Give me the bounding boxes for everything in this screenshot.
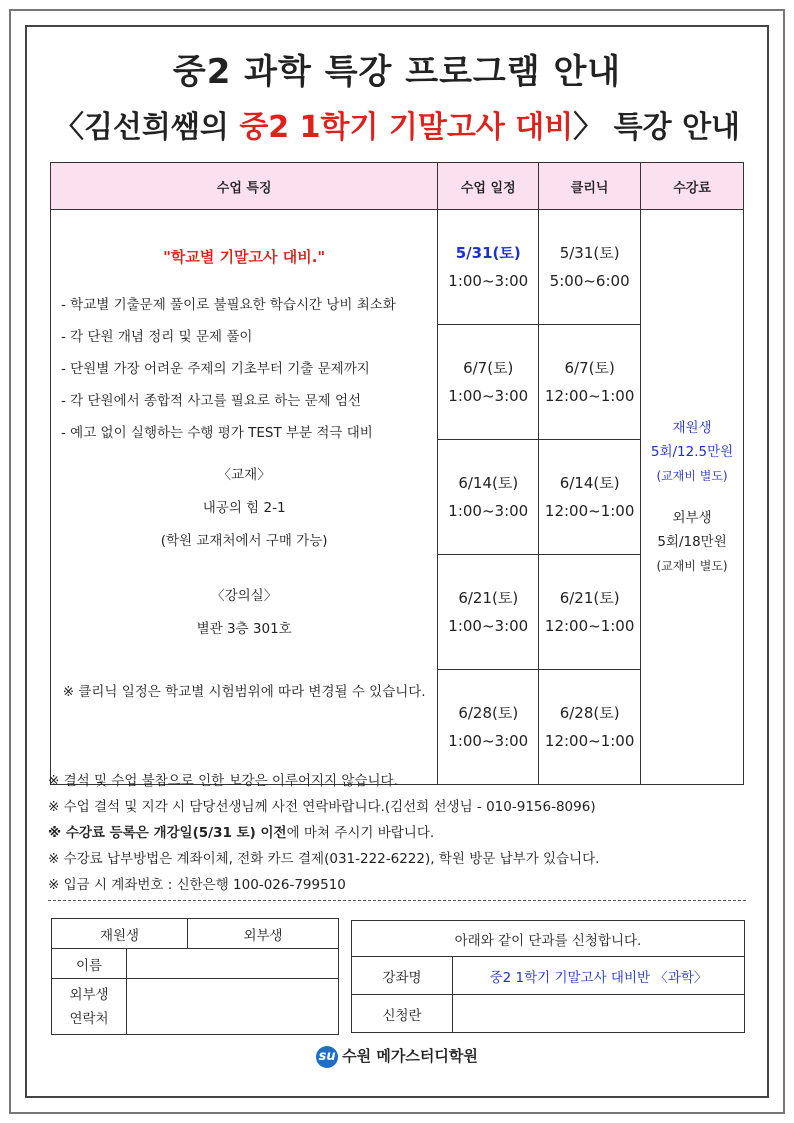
header-clinic: 클리닉: [539, 163, 641, 210]
schedule-cell: [438, 325, 539, 440]
feature-bullet: - 각 단원에서 종합적 사고를 필요로 하는 문제 엄선: [61, 393, 362, 409]
features-cell: [51, 210, 438, 785]
schedule-cell: [438, 210, 539, 325]
textbook-name: 내공의 힘 2-1: [202, 500, 286, 516]
subtitle-suffix: 〉 특강 안내: [573, 110, 741, 145]
course-label: 강좌명: [352, 957, 453, 995]
page-title: 중2 과학 특강 프로그램 안내: [172, 52, 622, 92]
schedule-time: 1:00~3:00: [448, 617, 529, 635]
clinic-time: 12:00~1:00: [544, 732, 635, 750]
sign-field[interactable]: [453, 995, 745, 1033]
clinic-cell: [539, 325, 641, 440]
notice-bold: ※ 수강료 등록은 개강일(5/31 토) 이전: [48, 825, 287, 841]
header-fee: 수강료: [641, 163, 744, 210]
clinic-date: 6/14(토): [559, 474, 620, 492]
schedule-date: 6/28(토): [458, 704, 519, 722]
schedule-date: 6/7(토): [463, 359, 514, 377]
room-label: 〈강의실〉: [211, 588, 278, 604]
contact-field[interactable]: [127, 979, 339, 1035]
clinic-time: 5:00~6:00: [549, 272, 630, 290]
subtitle-highlight: 중2 1학기 기말고사 대비: [239, 110, 574, 145]
contact-label-line2: 연락처: [69, 1010, 109, 1027]
fee-cell: [641, 210, 744, 785]
course-name: 중2 1학기 기말고사 대비반 〈과학〉: [453, 957, 745, 995]
table-header-row: [51, 163, 744, 210]
schedule-time: 1:00~3:00: [448, 387, 529, 405]
clinic-cell: [539, 440, 641, 555]
academy-logo-icon: su: [316, 1046, 338, 1068]
clinic-date: 6/28(토): [559, 704, 620, 722]
fee-nonmember-note: (교재비 별도): [656, 559, 728, 573]
schedule-time: 1:00~3:00: [448, 272, 529, 290]
schedule-date: 6/21(토): [458, 589, 519, 607]
feature-bullet: - 각 단원 개념 정리 및 문제 풀이: [61, 329, 253, 345]
registration-table: [51, 918, 339, 1035]
notice-item: ※ 입금 시 계좌번호 : 신한은행 100-026-799510: [48, 877, 346, 893]
schedule-cell: [438, 440, 539, 555]
clinic-time: 12:00~1:00: [544, 387, 635, 405]
clinic-date: 5/31(토): [559, 244, 620, 262]
clinic-date: 6/7(토): [564, 359, 615, 377]
application-table: [351, 920, 745, 1033]
contact-label: [52, 979, 127, 1035]
clinic-cell: [539, 555, 641, 670]
schedule-date: 6/14(토): [458, 474, 519, 492]
academy-name: 수원 메가스터디학원: [342, 1047, 478, 1065]
notice-item: ※ 수업 결석 및 지각 시 담당선생님께 사전 연락바랍니다.(김선희 선생님 - 010-9156-8096): [48, 799, 596, 815]
clinic-note: ※ 클리닉 일정은 학교별 시험범위에 따라 변경될 수 있습니다.: [62, 684, 426, 700]
notice-item: [48, 820, 748, 846]
textbook-note: (학원 교재처에서 구매 가능): [160, 533, 328, 549]
name-label: 이름: [52, 949, 127, 979]
schedule-cell: [438, 555, 539, 670]
sign-label: 신청란: [352, 995, 453, 1033]
feature-bullet: - 단원별 가장 어려운 주제의 기초부터 기출 문제까지: [61, 361, 370, 377]
contact-label-line1: 외부생: [69, 986, 109, 1003]
notice-item: ※ 수강료 납부방법은 계좌이체, 전화 카드 결제(031-222-6222), 학원 방문 납부가 있습니다.: [48, 851, 600, 867]
schedule-date: 5/31(토): [455, 244, 521, 262]
feature-headline: "학교별 기말고사 대비.": [163, 248, 326, 266]
feature-bullet: - 학교별 기출문제 풀이로 불필요한 학습시간 낭비 최소화: [61, 297, 396, 313]
clinic-time: 12:00~1:00: [544, 617, 635, 635]
page-subtitle: [0, 102, 794, 146]
nonmember-option[interactable]: 외부생: [188, 919, 339, 949]
fee-nonmember-label: 외부생: [672, 510, 712, 526]
fee-member-price: 5회/12.5만원: [650, 444, 734, 460]
header-schedule: 수업 일정: [438, 163, 539, 210]
table-row: [51, 210, 744, 325]
clinic-date: 6/21(토): [559, 589, 620, 607]
application-header: 아래와 같이 단과를 신청합니다.: [352, 921, 745, 957]
footer: [0, 1045, 794, 1068]
clinic-time: 12:00~1:00: [544, 502, 635, 520]
fee-block: [642, 416, 742, 578]
notice-list: [48, 768, 748, 898]
feature-bullet: - 예고 없이 실행하는 수행 평가 TEST 부분 적극 대비: [61, 425, 373, 441]
header-features: 수업 특징: [51, 163, 438, 210]
cut-line: [48, 900, 746, 901]
name-field[interactable]: [127, 949, 339, 979]
notice-rest: 에 마쳐 주시기 바랍니다.: [286, 825, 435, 841]
room-name: 별관 3층 301호: [196, 621, 292, 637]
fee-nonmember-price: 5회/18만원: [657, 534, 727, 550]
schedule-time: 1:00~3:00: [448, 732, 529, 750]
member-option[interactable]: 재원생: [52, 919, 188, 949]
clinic-cell: [539, 210, 641, 325]
schedule-time: 1:00~3:00: [448, 502, 529, 520]
subtitle-prefix: 〈김선희쌤의: [53, 110, 240, 145]
fee-member-label: 재원생: [672, 420, 712, 436]
textbook-label: 〈교재〉: [217, 467, 271, 483]
course-table: [50, 162, 744, 785]
fee-member-note: (교재비 별도): [656, 469, 728, 483]
notice-item: ※ 결석 및 수업 불참으로 인한 보강은 이루어지지 않습니다.: [48, 773, 398, 789]
